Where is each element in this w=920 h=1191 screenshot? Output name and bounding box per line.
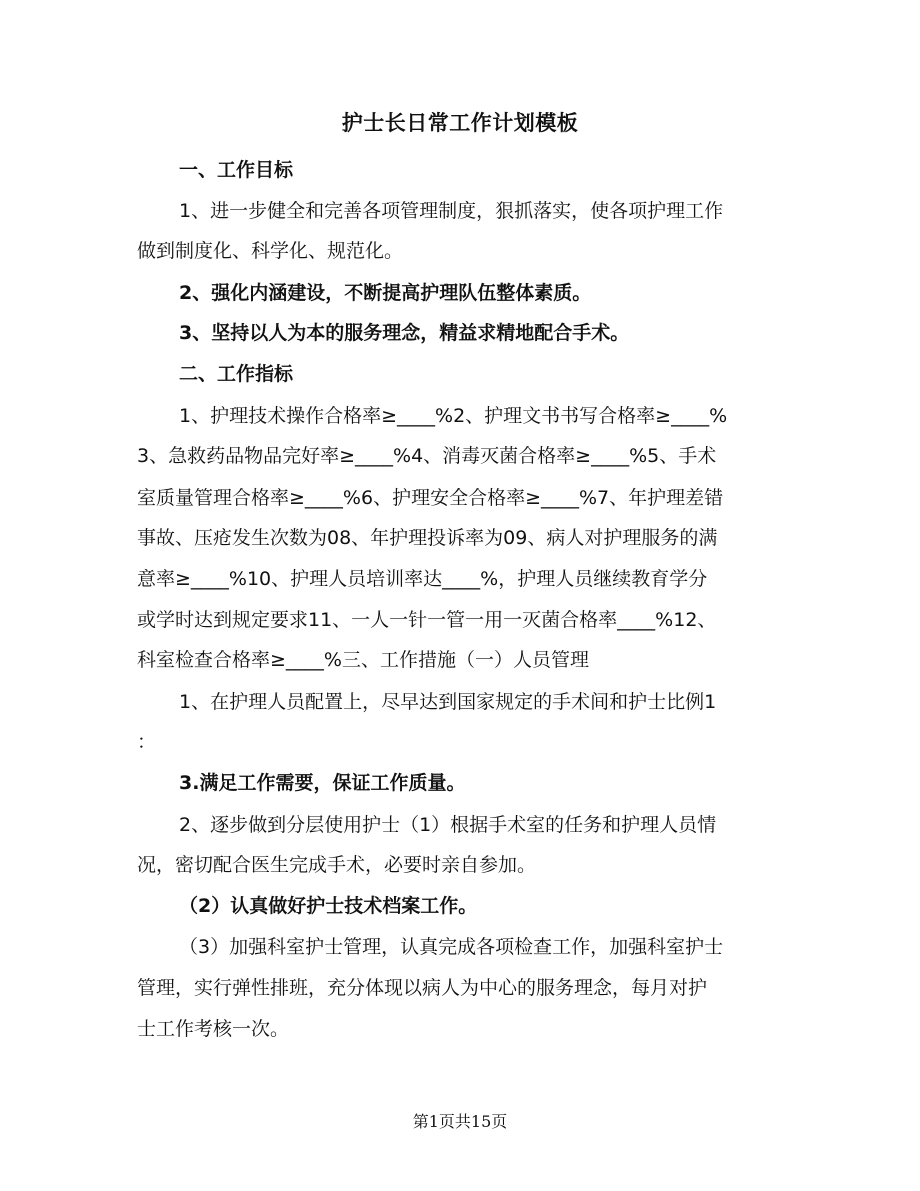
heading-work-indicators: 二、工作指标	[179, 363, 294, 385]
document-title: 护士长日常工作计划模板	[341, 111, 579, 135]
paragraph-line: 或学时达到规定要求11、一人一针一管一用一灭菌合格率____%12、	[137, 609, 717, 631]
heading-work-goals: 一、工作目标	[179, 159, 294, 181]
paragraph-line: （2）认真做好护士技术档案工作。	[179, 895, 478, 917]
paragraph-line: 1、护理技术操作合格率≥____%2、护理文书书写合格率≥____%	[179, 405, 728, 427]
paragraph-line: 科室检查合格率≥____%三、工作措施（一）人员管理	[137, 649, 589, 671]
paragraph-line: 做到制度化、科学化、规范化。	[137, 240, 404, 262]
paragraph-line: 况，密切配合医生完成手术，必要时亲自参加。	[137, 854, 537, 876]
paragraph-line: 意率≥____%10、护理人员培训率达____%，护理人员继续教育学分	[137, 568, 708, 590]
paragraph-line: 3、坚持以人为本的服务理念，精益求精地配合手术。	[179, 322, 630, 344]
paragraph-line: 3.满足工作需要，保证工作质量。	[179, 772, 466, 794]
paragraph-line: （3）加强科室护士管理，认真完成各项检查工作，加强科室护士	[179, 936, 724, 958]
paragraph-line: 1、在护理人员配置上，尽早达到国家规定的手术间和护士比例1	[179, 691, 717, 713]
page-number: 第1页共15页	[412, 1112, 508, 1131]
paragraph-line: 2、逐步做到分层使用护士（1）根据手术室的任务和护理人员情	[179, 814, 717, 836]
paragraph-line: 管理，实行弹性排班，充分体现以病人为中心的服务理念，每月对护	[137, 977, 708, 999]
paragraph-line: 室质量管理合格率≥____%6、护理安全合格率≥____%7、年护理差错	[137, 487, 724, 509]
paragraph-line: 1、进一步健全和完善各项管理制度，狠抓落实，使各项护理工作	[179, 200, 724, 222]
paragraph-line: 3、急救药品物品完好率≥____%4、消毒灭菌合格率≥____%5、手术	[137, 445, 717, 467]
paragraph-line: ：	[137, 731, 157, 753]
paragraph-line: 2、强化内涵建设，不断提高护理队伍整体素质。	[179, 282, 592, 304]
paragraph-line: 事故、压疮发生次数为08、年护理投诉率为09、病人对护理服务的满	[137, 527, 718, 549]
paragraph-line: 士工作考核一次。	[137, 1018, 290, 1040]
